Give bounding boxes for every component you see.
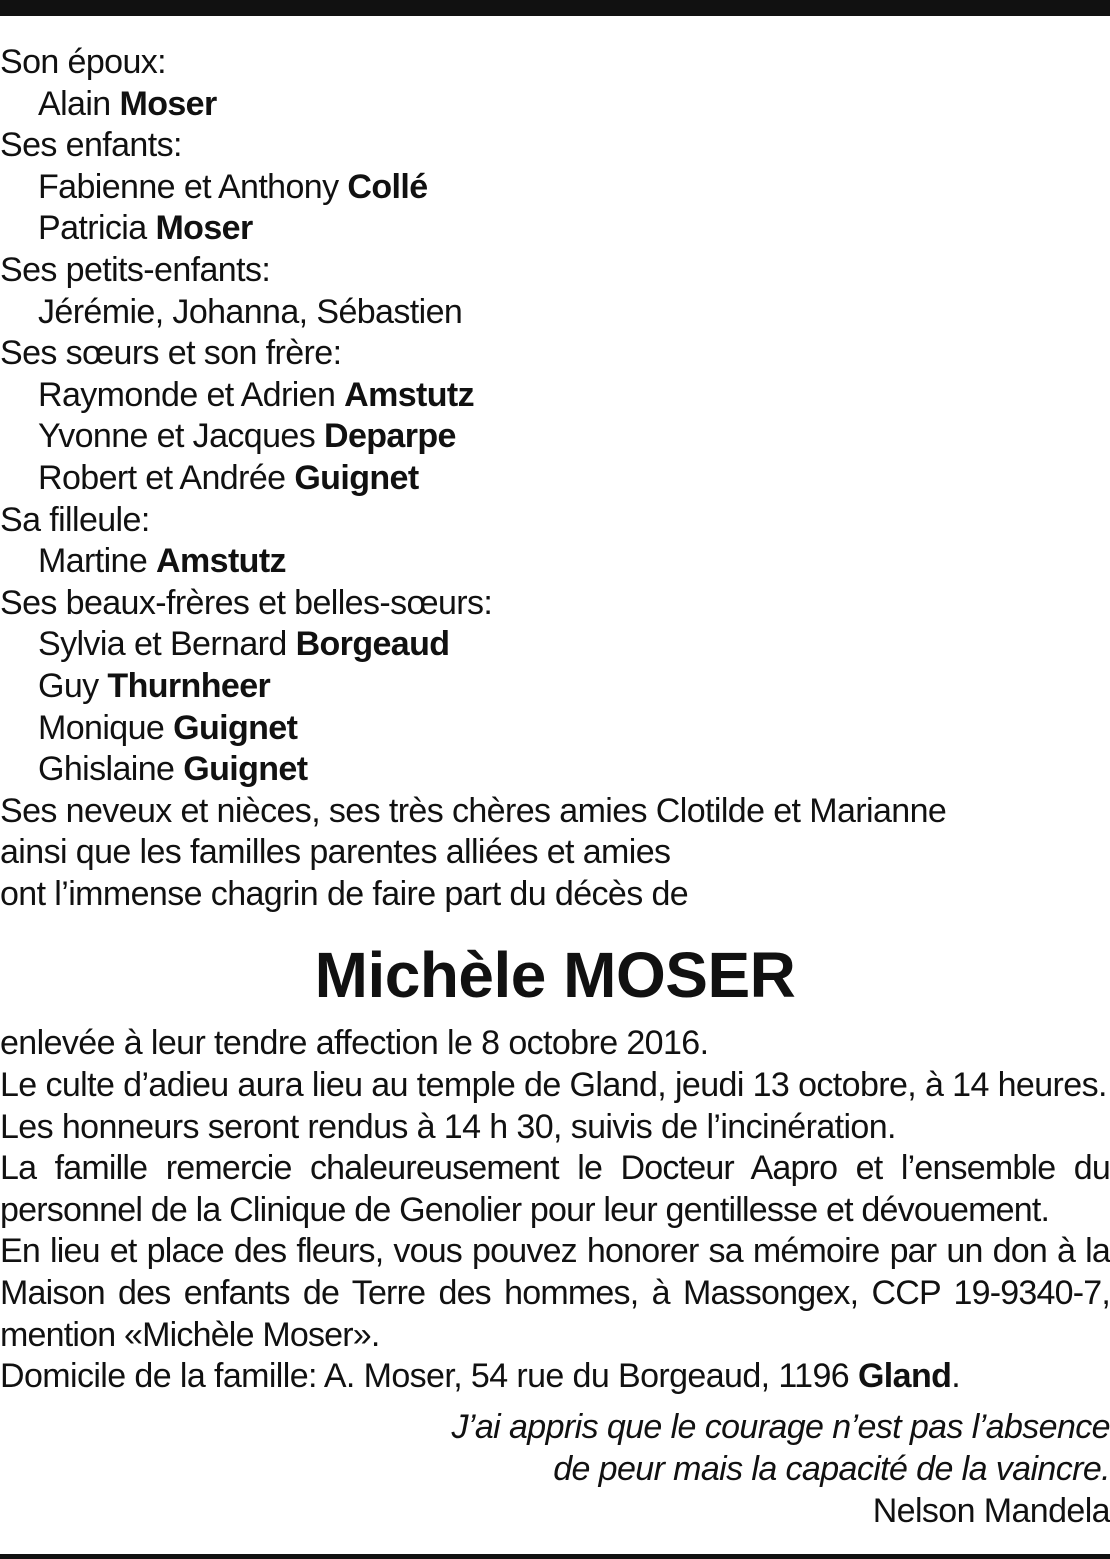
family-member: Robert et Andrée Guignet bbox=[38, 458, 419, 497]
family-member: Yvonne et Jacques Deparpe bbox=[38, 417, 456, 456]
family-member: Raymonde et Adrien Amstutz bbox=[38, 375, 475, 414]
family-member: Martine Amstutz bbox=[38, 542, 286, 581]
relation-label: Ses enfants: bbox=[0, 126, 182, 165]
family-member: Guy Thurnheer bbox=[38, 666, 271, 705]
intro-line: ainsi que les familles parentes alliées et amies bbox=[0, 833, 671, 872]
family-member: Jérémie, Johanna, Sébastien bbox=[38, 292, 463, 331]
top-rule bbox=[0, 0, 1110, 16]
domicile-line: Domicile de la famille: A. Moser, 54 rue du Borgeaud, 1196 Gland. bbox=[0, 1357, 961, 1396]
family-member: Patricia Moser bbox=[38, 209, 253, 248]
donation-paragraph: En lieu et place des fleurs, vous pouvez honorer sa mémoire par un don à la Maison des enfants de Terre des hommes, à Massongex, CCP 19-9340-7, mention «Michèle Moser». bbox=[0, 1232, 1110, 1354]
deceased-name: Michèle MOSER bbox=[314, 939, 796, 1012]
intro-text bbox=[0, 791, 1110, 916]
quote-line: de peur mais la capacité de la vaincre. bbox=[553, 1449, 1110, 1488]
quote-author: Nelson Mandela bbox=[872, 1491, 1110, 1530]
bottom-rule bbox=[0, 1554, 1110, 1559]
relation-label: Ses sœurs et son frère: bbox=[0, 334, 342, 373]
relation-label: Sa filleule: bbox=[0, 500, 150, 539]
relation-label: Ses petits-enfants: bbox=[0, 250, 271, 289]
intro-line: Ses neveux et nièces, ses très chères amies Clotilde et Marianne bbox=[0, 791, 947, 830]
family-member: Sylvia et Bernard Borgeaud bbox=[38, 625, 450, 664]
announcement-body bbox=[0, 1023, 1110, 1397]
body-line: Les honneurs seront rendus à 14 h 30, suivis de l’incinération. bbox=[0, 1107, 896, 1146]
family-member: Ghislaine Guignet bbox=[38, 750, 308, 789]
body-line: Le culte d’adieu aura lieu au temple de Gland, jeudi 13 octobre, à 14 heures. bbox=[0, 1066, 1107, 1105]
quote-line: J’ai appris que le courage n’est pas l’absence bbox=[451, 1407, 1110, 1446]
relation-label: Ses beaux-frères et belles-sœurs: bbox=[0, 583, 493, 622]
intro-line: ont l’immense chagrin de faire part du décès de bbox=[0, 874, 689, 913]
family-member: Alain Moser bbox=[38, 84, 217, 123]
family-member: Monique Guignet bbox=[38, 708, 298, 747]
thanks-paragraph: La famille remercie chaleureusement le Docteur Aapro et l’ensemble du personnel de la Clinique de Genolier pour leur gentillesse et dévouement. bbox=[0, 1149, 1110, 1229]
body-line: enlevée à leur tendre affection le 8 octobre 2016. bbox=[0, 1024, 709, 1063]
family-list bbox=[0, 42, 1110, 791]
closing-quote bbox=[0, 1406, 1110, 1532]
family-member: Fabienne et Anthony Collé bbox=[38, 167, 428, 206]
relation-label: Son époux: bbox=[0, 43, 167, 81]
obituary-notice bbox=[0, 42, 1110, 1532]
